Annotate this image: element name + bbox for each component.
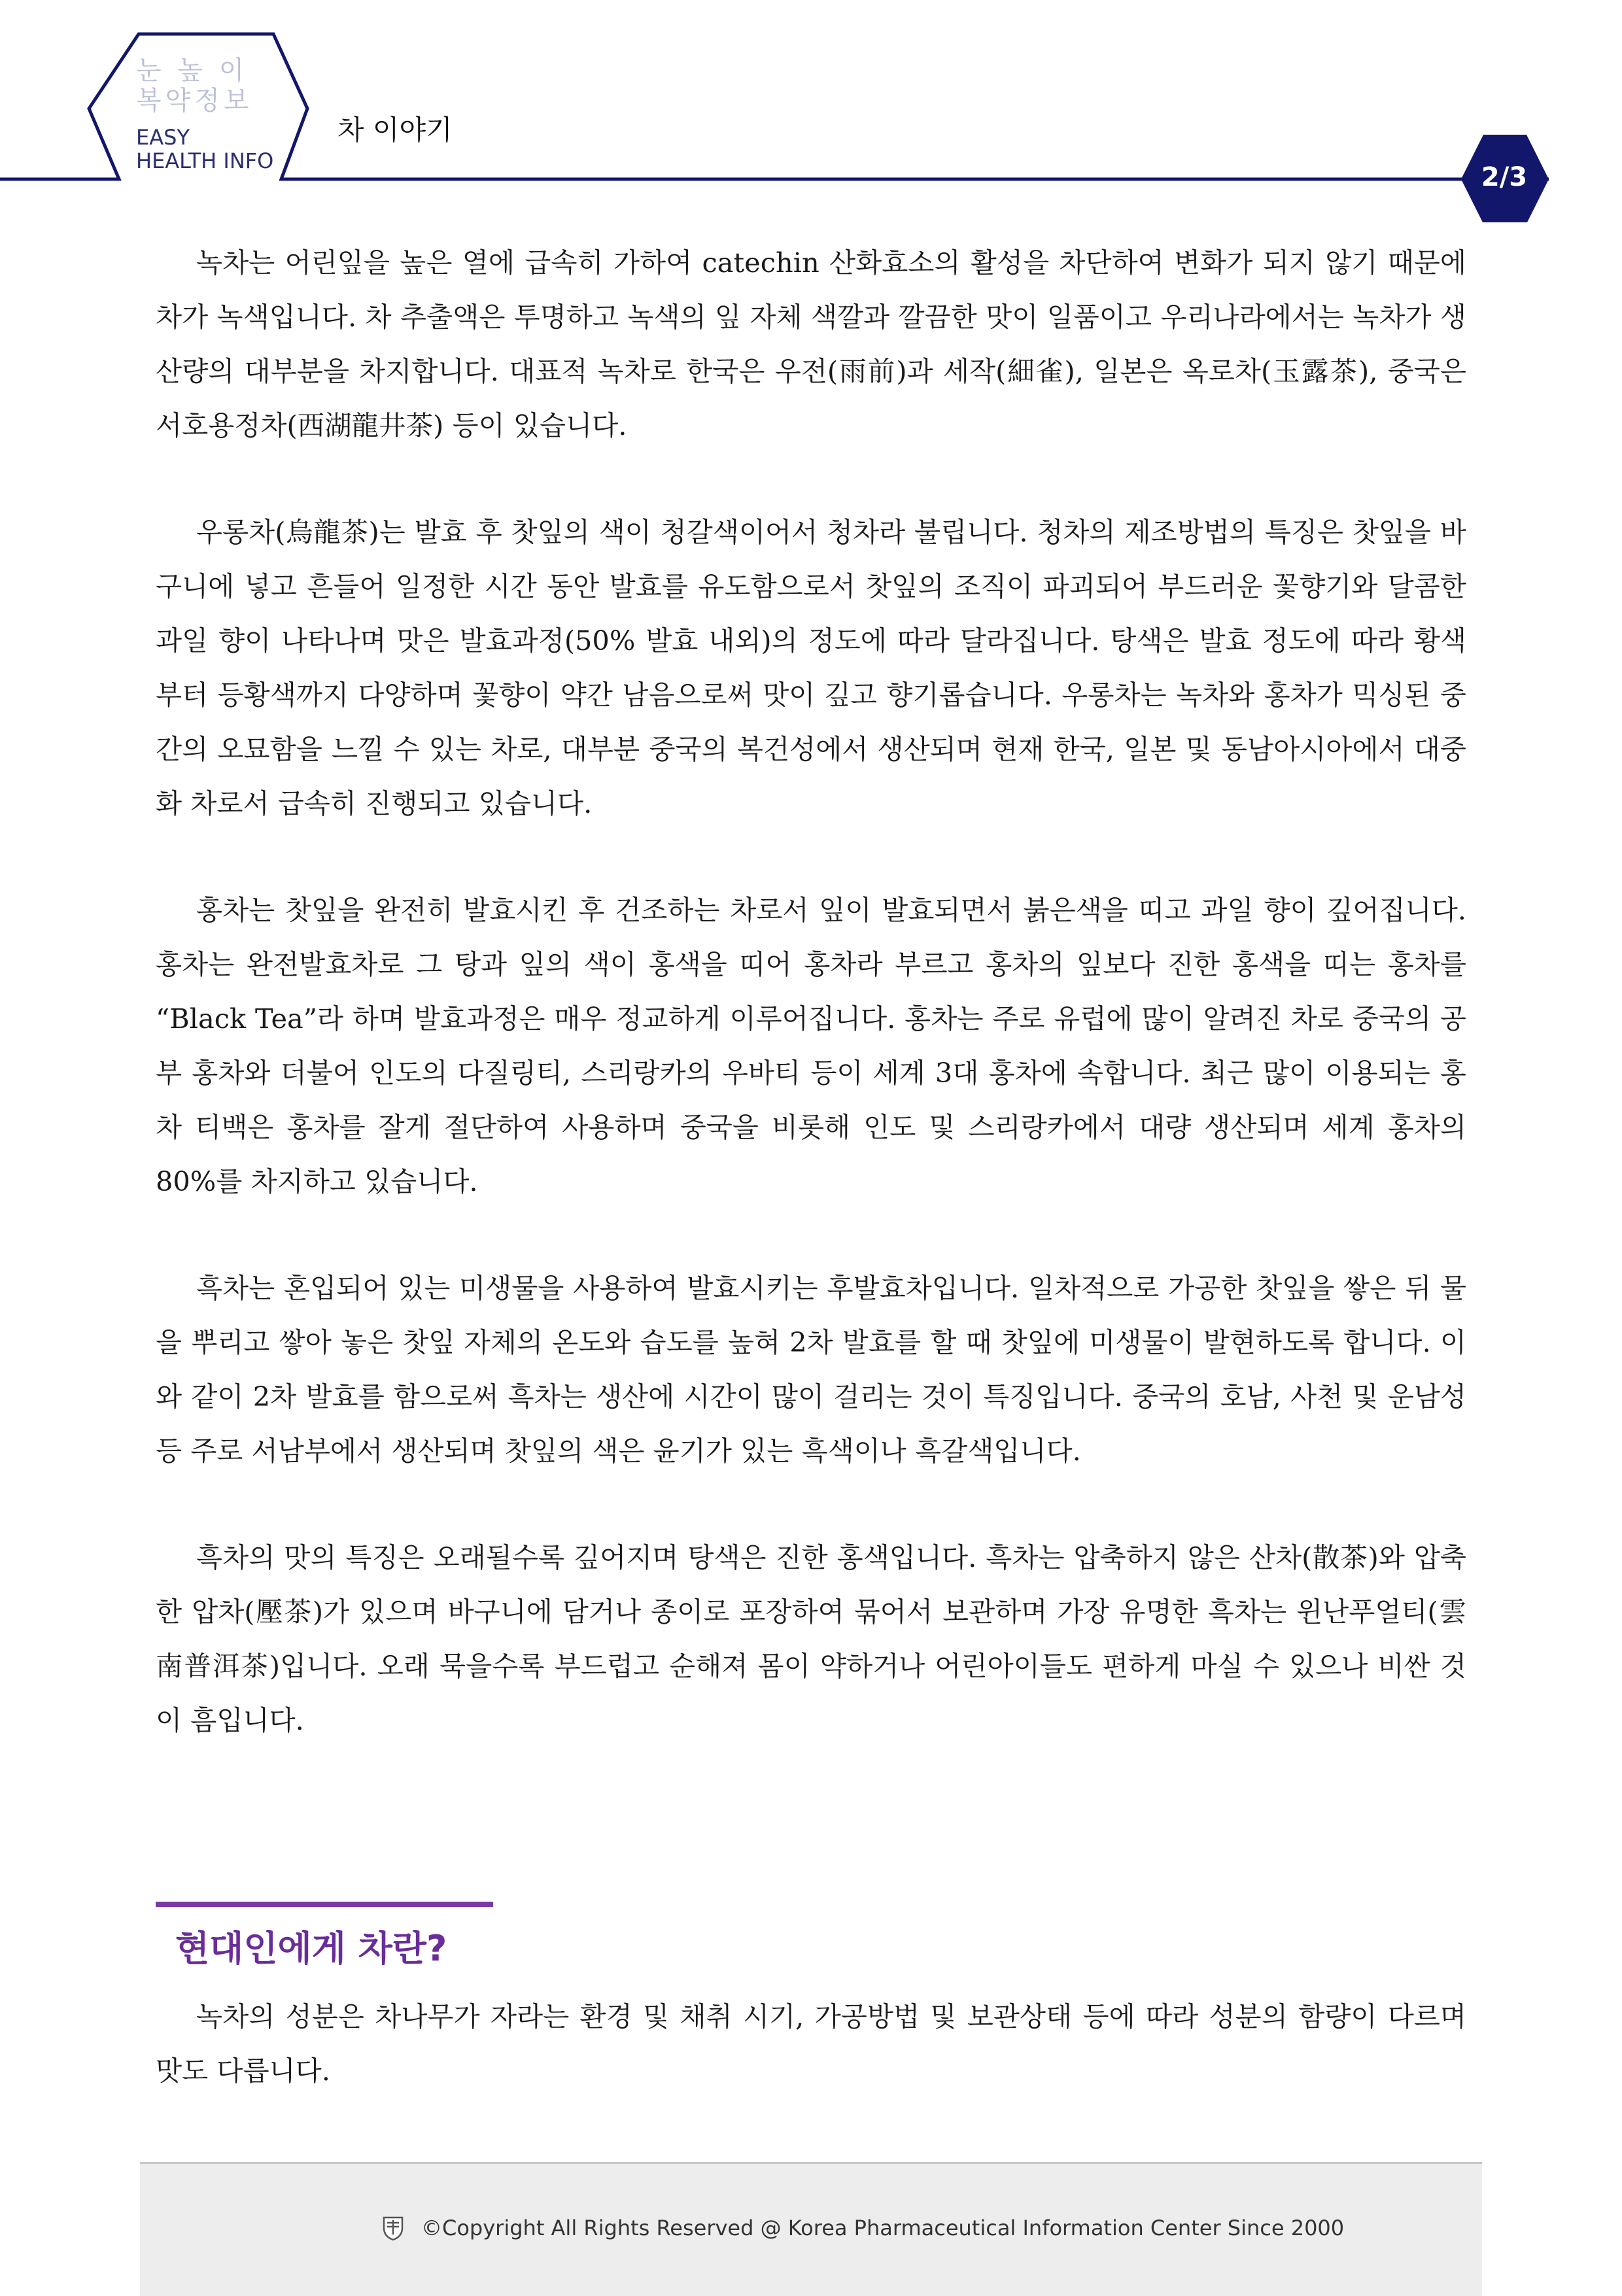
page-number: 2/3 [1481, 162, 1528, 192]
paragraph-oolong-tea: 우롱차(烏龍茶)는 발효 후 찻잎의 색이 청갈색이어서 청차라 불립니다. 청차의 제조방법의 특징은 찻잎을 바구니에 넣고 흔들어 일정한 시간 동안 발효를 유도함으로서 찻잎의 조직이 파괴되어 부드러운 꽃향기와 달콤한 과일 향이 나타나며 맛은 발효과정(50% 발효 내외)의 정도에 따라 달라집니다. 탕색은 발효 정도에 따라 황색부터 등황색까지 다양하며 꽃향이 약간 남음으로써 맛이 깊고 향기롭습니다. 우롱차는 녹차와 홍차가 믹싱된 중간의 오묘함을 느낄 수 있는 차로, 대부분 중국의 복건성에서 생산되며 현재 한국, 일본 및 동남아시아에서 대중화 차로서 급속히 진행되고 있습니다. [156, 516, 1466, 819]
footer [140, 2162, 1482, 2296]
paragraph-green-tea: 녹차는 어린잎을 높은 열에 급속히 가하여 catechin 산화효소의 활성을 차단하여 변화가 되지 않기 때문에 차가 녹색입니다. 차 추출액은 투명하고 녹색의 잎 자체 색깔과 깔끔한 맛이 일품이고 우리나라에서는 녹차가 생산량의 대부분을 차지합니다. 대표적 녹차로 한국은 우전(雨前)과 세작(細雀), 일본은 옥로차(玉露茶), 중국은 서호용정차(西湖龍井茶) 등이 있습니다. [156, 247, 1466, 441]
section-accent-bar [156, 1902, 493, 1907]
paragraph-black-tea: 홍차는 찻잎을 완전히 발효시킨 후 건조하는 차로서 잎이 발효되면서 붉은색을 띠고 과일 향이 깊어집니다. 홍차는 완전발효차로 그 탕과 잎의 색이 홍색을 띠어 홍차라 부르고 홍차의 잎보다 진한 홍색을 띠는 홍차를 “Black Tea”라 하며 발효과정은 매우 정교하게 이루어집니다. 홍차는 주로 유럽에 많이 알려진 차로 중국의 공부 홍차와 더불어 인도의 다질링티, 스리랑카의 우바티 등이 세계 3대 홍차에 속합니다. 최근 많이 이용되는 홍차 티백은 홍차를 잘게 절단하여 사용하며 중국을 비롯해 인도 및 스리랑카에서 대량 생산되며 세계 홍차의 80%를 차지하고 있습니다. [156, 894, 1466, 1197]
article-body [156, 235, 1466, 1800]
paragraph-dark-tea-taste: 흑차의 맛의 특징은 오래될수록 깊어지며 탕색은 진한 홍색입니다. 흑차는 압축하지 않은 산차(散茶)와 압축한 압차(壓茶)가 있으며 바구니에 담거나 종이로 포장하여 묶어서 보관하며 가장 유명한 흑차는 윈난푸얼티(雲南普洱茶)입니다. 오래 묵을수록 부드럽고 순해져 몸이 약하거나 어린아이들도 편하게 마실 수 있으나 비싼 것이 흠입니다. [156, 1541, 1466, 1736]
category-title: 차 이야기 [337, 114, 453, 146]
logo-line-2: 복약정보 [136, 86, 253, 116]
section-paragraph: 녹차의 성분은 차나무가 자라는 환경 및 채취 시기, 가공방법 및 보관상태 등에 따라 성분의 함량이 다르며 맛도 다릅니다. [156, 2000, 1466, 2087]
copyright-text: ©Copyright All Rights Reserved @ Korea Pharmaceutical Information Center Since 2000 [421, 2216, 1345, 2240]
logo-line-1: 눈 높 이 [136, 56, 249, 86]
section-title: 현대인에게 차란? [175, 1928, 447, 1969]
footer-copyright-row [382, 2215, 1344, 2241]
crest-icon [382, 2215, 404, 2241]
paragraph-dark-tea: 흑차는 혼입되어 있는 미생물을 사용하여 발효시키는 후발효차입니다. 일차적으로 가공한 찻잎을 쌓은 뒤 물을 뿌리고 쌓아 놓은 찻잎 자체의 온도와 습도를 높혀 2차 발효를 할 때 찻잎에 미생물이 발현하도록 합니다. 이와 같이 2차 발효를 함으로써 흑차는 생산에 시간이 많이 걸리는 것이 특징입니다. 중국의 호남, 사천 및 운남성 등 주로 서남부에서 생산되며 찻잎의 색은 윤기가 있는 흑색이나 흑갈색입니다. [156, 1272, 1466, 1467]
logo-line-4: HEALTH INFO [136, 148, 274, 173]
section-modern-tea [156, 1902, 1466, 2150]
logo-line-3: EASY [136, 125, 190, 150]
